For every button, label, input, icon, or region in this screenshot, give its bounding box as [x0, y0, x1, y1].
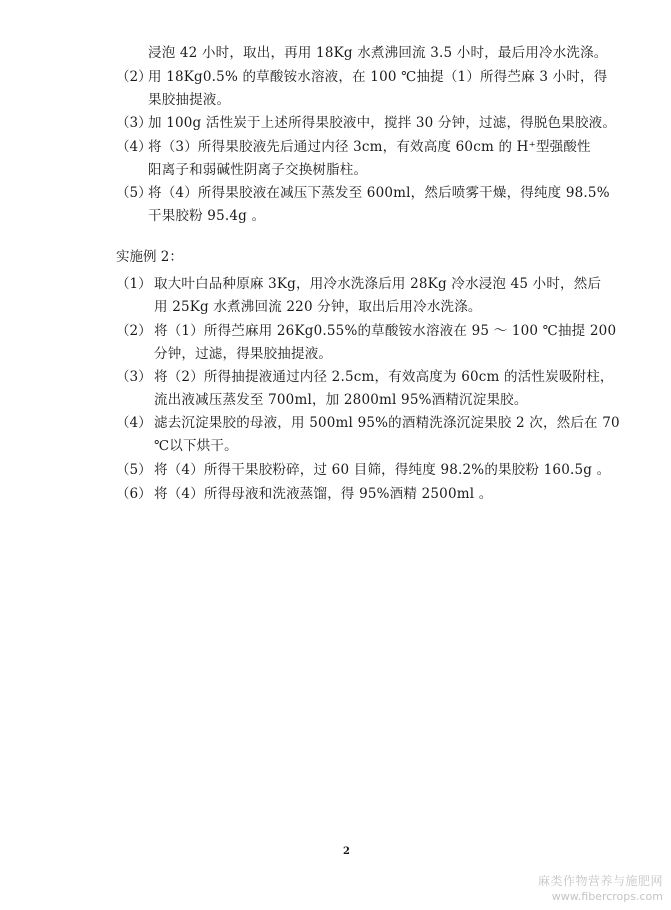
- example2-item-4-line1: 滤去沉淀果胶的母液，用 500ml 95%的酒精洗涤沉淀果胶 2 次，然后在 70: [154, 415, 620, 431]
- example1-item-2-number: （2）: [116, 69, 152, 85]
- example2-item-5-line1: 将（4）所得干果胶粉碎，过 60 目筛，得纯度 98.2%的果胶粉 160.5g 。: [154, 462, 611, 478]
- example2-item-6-number: （6）: [116, 486, 152, 502]
- example1-item-5-line1: 将（4）所得果胶液在减压下蒸发至 600ml，然后喷雾干燥，得纯度 98.5%: [148, 185, 610, 201]
- example1-item-5-line2: 干果胶粉 95.4g 。: [148, 208, 266, 224]
- example2-item-2-number: （2）: [116, 323, 152, 339]
- example2-item-1-number: （1）: [116, 276, 152, 292]
- example1-item-4-number: （4）: [116, 139, 152, 155]
- watermark-site-name: 麻类作物营养与施肥网: [537, 874, 663, 888]
- example1-item-3-line1: 加 100g 活性炭于上述所得果胶液中，搅拌 30 分钟，过滤，得脱色果胶液。: [148, 115, 617, 131]
- example2-heading: 实施例 2：: [116, 249, 183, 265]
- example2-item-4-line2: ℃以下烘干。: [154, 438, 238, 454]
- example2-item-2-line1: 将（1）所得苎麻用 26Kg0.55%的草酸铵水溶液在 95 ～ 100 ℃抽提 200: [154, 323, 617, 339]
- example1-item-4-line2: 阳离子和弱碱性阴离子交换树脂柱。: [148, 162, 368, 178]
- example2-item-3-line1: 将（2）所得抽提液通过内径 2.5cm，有效高度为 60cm 的活性炭吸附柱，: [154, 369, 614, 385]
- example1-item-2-line1: 用 18Kg0.5% 的草酸铵水溶液，在 100 ℃抽提（1）所得苎麻 3 小时，得: [148, 69, 608, 85]
- example2-item-4-number: （4）: [116, 415, 152, 431]
- example1-intro-line: 浸泡 42 小时，取出，再用 18Kg 水煮沸回流 3.5 小时，最后用冷水洗涤。: [148, 45, 608, 61]
- example1-item-4-line1: 将（3）所得果胶液先后通过内径 3cm，有效高度 60cm 的 H⁺型强酸性: [148, 139, 591, 155]
- example1-item-5-number: （5）: [116, 185, 152, 201]
- example2-item-1-line1: 取大叶白品种原麻 3Kg，用冷水洗涤后用 28Kg 冷水浸泡 45 小时，然后: [154, 276, 602, 292]
- watermark-url: www.fibercrops.com: [551, 890, 663, 903]
- example2-item-5-number: （5）: [116, 462, 152, 478]
- example2-item-3-line2: 流出液减压蒸发至 700ml，加 2800ml 95%酒精沉淀果胶。: [154, 392, 528, 408]
- example2-item-6-line1: 将（4）所得母液和洗液蒸馏，得 95%酒精 2500ml 。: [154, 486, 493, 502]
- example1-item-3-number: （3）: [116, 115, 152, 131]
- watermark: [538, 874, 663, 904]
- example2-item-2-line2: 分钟，过滤，得果胶抽提液。: [154, 346, 333, 362]
- page-number: 2: [343, 846, 350, 857]
- example2-item-1-line2: 用 25Kg 水煮沸回流 220 分钟，取出后用冷水洗涤。: [154, 299, 482, 315]
- example2-item-3-number: （3）: [116, 369, 152, 385]
- example1-item-2-line2: 果胶抽提液。: [148, 92, 231, 108]
